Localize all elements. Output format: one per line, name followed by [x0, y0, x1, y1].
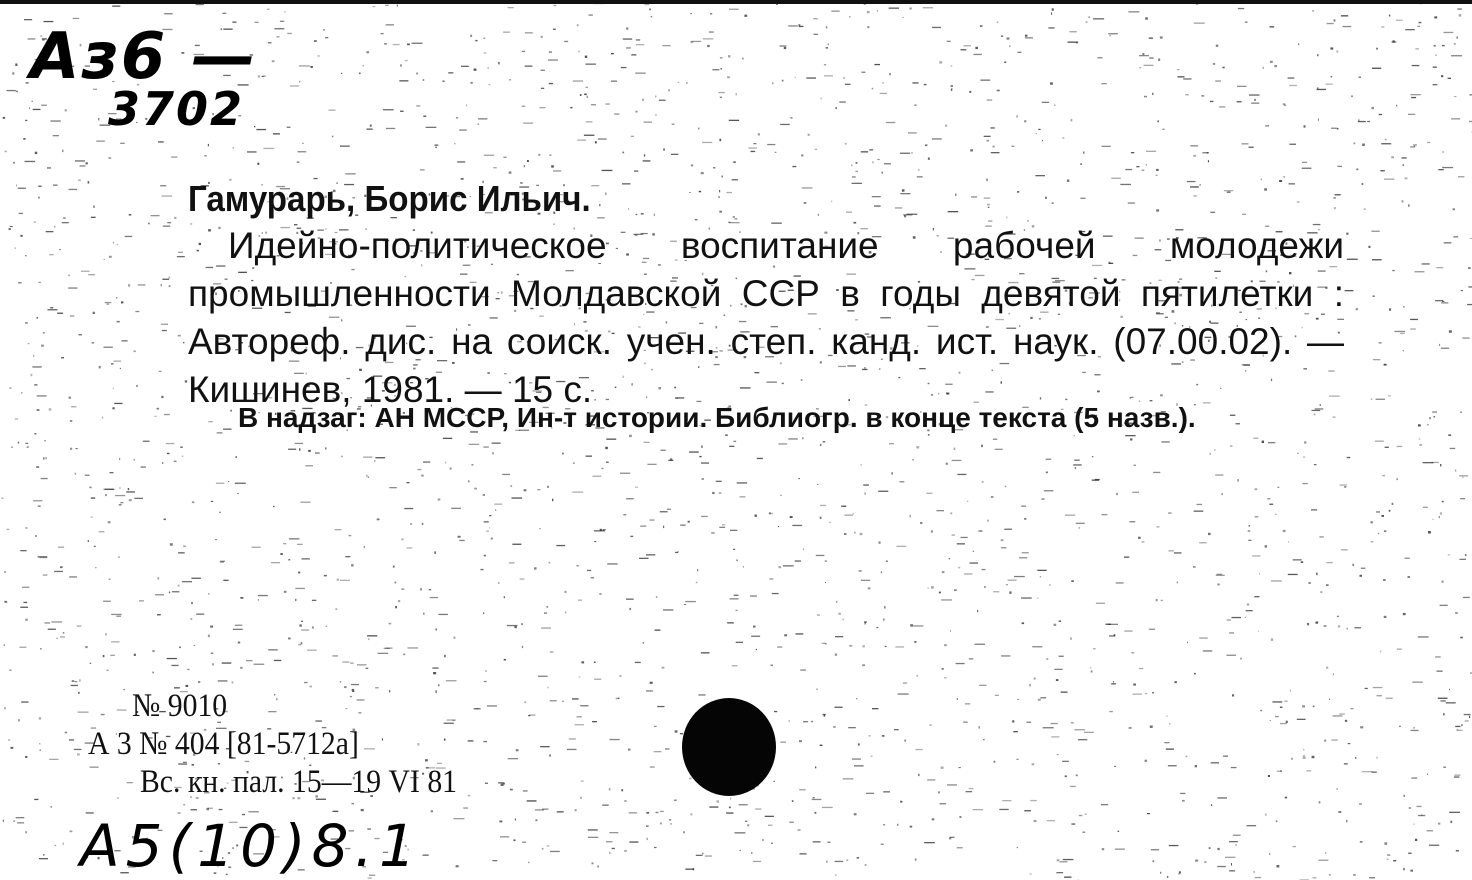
book-chamber-stamp: Вс. кн. пал. 15—19 VI 81	[140, 764, 458, 800]
author-heading: Гамурарь, Борис Ильич.	[188, 178, 591, 219]
record-number: № 9010	[132, 688, 228, 724]
shelf-mark-line1: Аз6 —	[30, 20, 258, 94]
card-punch-hole	[682, 698, 776, 796]
accession-number: А 3 № 404 [81-5712а]	[88, 726, 359, 762]
bibliographic-description: Идейно-политическое воспитание рабочей молодежи промышленности Молдавской ССР в годы девятой пятилетки : Автореф. дис. на соиск. учен. степ. канд. ист. наук. (07.00.02). — Кишинев, 1981. — 15 с.	[188, 225, 1344, 410]
classification-index: А5(10)8.1	[80, 812, 422, 880]
bibliographic-notes: В надзаг: АН МССР, Ин-т истории. Библиогр. в конце текста (5 назв.).	[238, 402, 1196, 433]
shelf-mark-line2: 3702	[108, 82, 245, 136]
